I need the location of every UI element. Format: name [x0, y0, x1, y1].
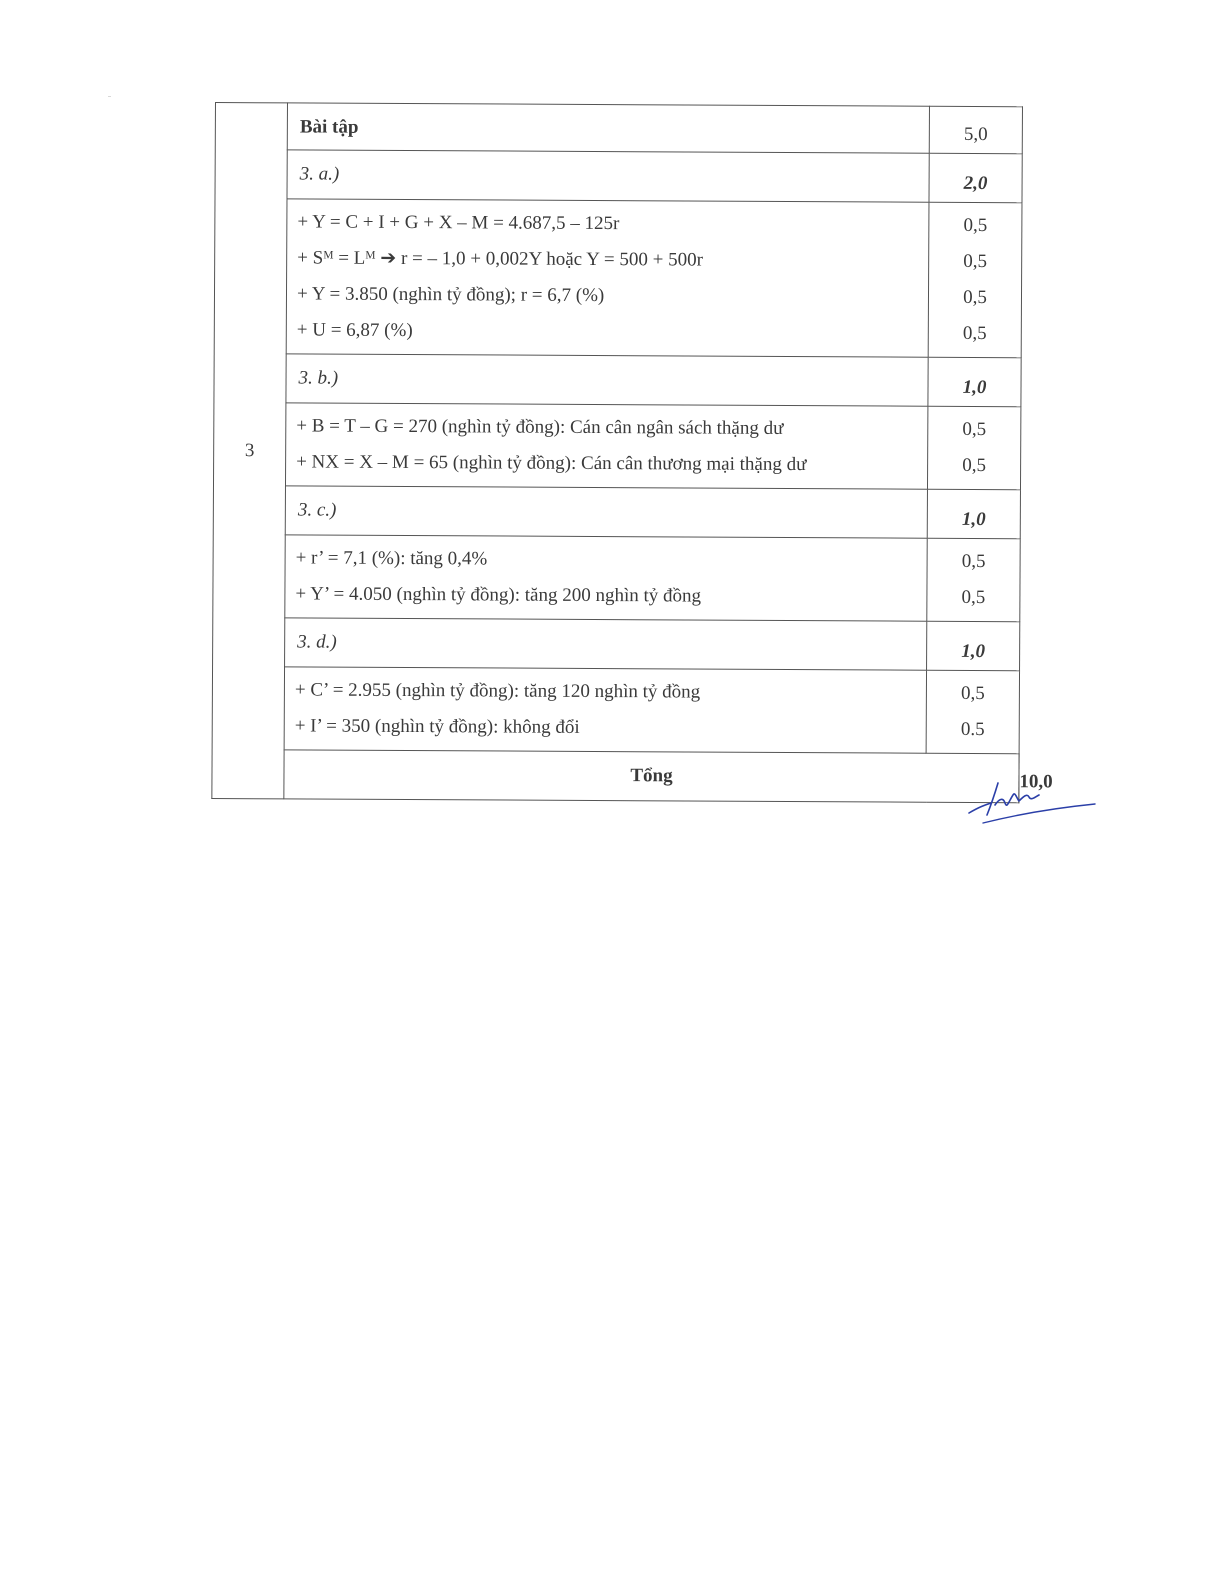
- answer-line: + C’ = 2.955 (nghìn tỷ đồng): tăng 120 nghìn tỷ đồng: [294, 679, 701, 703]
- grading-table: [211, 102, 1053, 803]
- line-points: 0,5: [963, 250, 988, 273]
- part-b-content-row: [213, 402, 1020, 489]
- handwritten-signature: [965, 775, 1100, 830]
- part-d-line-points: [926, 670, 1019, 753]
- line-points: 0,5: [962, 418, 987, 441]
- total-row: [212, 749, 1019, 802]
- line-points: 0,5: [963, 214, 988, 237]
- answer-line: + r’ = 7,1 (%): tăng 0,4%: [295, 547, 488, 570]
- line-points: 0,5: [962, 322, 987, 345]
- line-points: 0.5: [960, 718, 985, 741]
- part-a-content: [286, 199, 929, 357]
- answer-line: + Sᴹ = Lᴹ ➔ r = – 1,0 + 0,002Y hoặc Y = 500 + 500r: [297, 247, 703, 271]
- part-d-heading-row: [213, 617, 1020, 670]
- scan-speck: [108, 96, 111, 97]
- question-number: 3: [212, 103, 288, 799]
- part-a-content-row: [214, 199, 1022, 358]
- part-a-points: 2,0: [929, 153, 1022, 202]
- total-label: Tổng: [284, 750, 1019, 803]
- part-a-heading-row: [215, 150, 1022, 203]
- line-points: 0,5: [961, 550, 986, 573]
- part-d-content: [284, 667, 926, 753]
- part-b-label: 3. b.): [286, 354, 928, 406]
- part-a-label: 3. a.): [287, 150, 929, 202]
- line-points: 0,5: [960, 682, 985, 705]
- line-points: 0,5: [962, 454, 987, 477]
- part-b-content: [285, 403, 927, 489]
- part-d-label: 3. d.): [285, 618, 927, 670]
- part-b-line-points: [927, 406, 1020, 489]
- answer-line: + I’ = 350 (nghìn tỷ đồng): không đổi: [294, 715, 580, 738]
- header-points: 5,0: [929, 106, 1022, 153]
- part-d-points: 1,0: [927, 621, 1020, 670]
- part-d-content-row: [212, 666, 1019, 753]
- part-c-content-row: [213, 534, 1020, 621]
- answer-line: + Y = 3.850 (nghìn tỷ đồng); r = 6,7 (%): [296, 283, 605, 307]
- answer-line: + B = T – G = 270 (nghìn tỷ đồng): Cán cân ngân sách thặng dư: [296, 415, 784, 439]
- answer-line: + U = 6,87 (%): [296, 319, 413, 342]
- part-c-heading-row: [213, 485, 1020, 538]
- answer-line: + Y’ = 4.050 (nghìn tỷ đồng): tăng 200 nghìn tỷ đồng: [295, 583, 702, 607]
- line-points: 0,5: [961, 586, 986, 609]
- header-row: [215, 103, 1022, 154]
- part-c-label: 3. c.): [285, 486, 927, 538]
- answer-line: + NX = X – M = 65 (nghìn tỷ đồng): Cán cân thương mại thặng dư: [296, 451, 807, 476]
- header-label: Bài tập: [287, 103, 929, 153]
- part-b-points: 1,0: [928, 357, 1021, 406]
- answer-line: + Y = C + I + G + X – M = 4.687,5 – 125r: [297, 211, 620, 235]
- part-c-content: [285, 535, 927, 621]
- part-b-heading-row: [214, 353, 1021, 406]
- part-c-line-points: [927, 538, 1020, 621]
- part-c-points: 1,0: [927, 489, 1020, 538]
- part-a-line-points: [928, 202, 1022, 357]
- line-points: 0,5: [963, 286, 987, 309]
